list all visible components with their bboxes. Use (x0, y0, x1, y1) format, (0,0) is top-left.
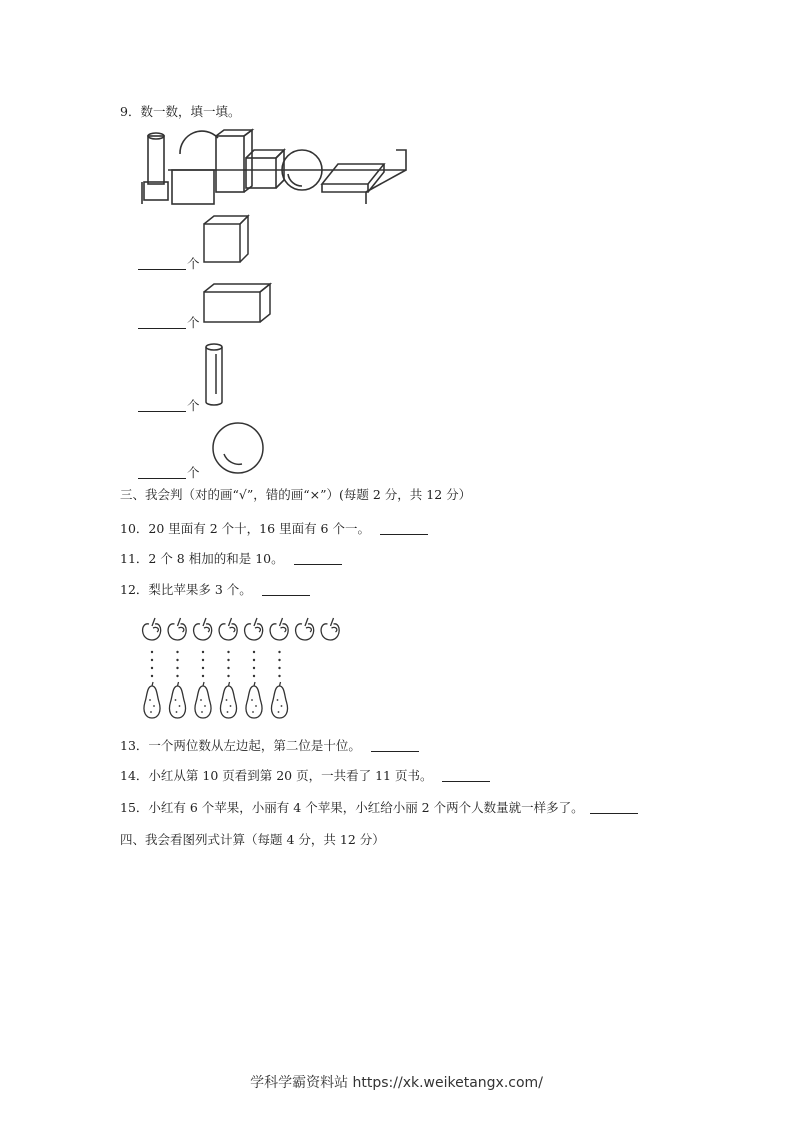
dot-mark (227, 651, 229, 653)
dot-mark (278, 651, 280, 653)
dot-mark (253, 675, 255, 677)
count-row-sphere (138, 463, 200, 481)
pear-icon (195, 682, 211, 718)
apple-icon (296, 618, 314, 640)
dot-mark (151, 675, 153, 677)
question-text: 11．2 个 8 相加的和是 10。 (120, 551, 284, 566)
question-14 (120, 768, 490, 784)
unit-label: 个 (187, 398, 200, 413)
dot-mark (202, 675, 204, 677)
pear-icon (169, 682, 185, 718)
pear-icon (144, 682, 160, 718)
dot-mark (176, 667, 178, 669)
question-text: 15．小红有 6 个苹果，小丽有 4 个苹果，小红给小丽 2 个两个人数量就一样多了。 (120, 800, 584, 815)
count-row-cuboid (138, 313, 200, 331)
dot-mark (176, 659, 178, 661)
cylinder-icon (203, 342, 227, 408)
question-text: 10．20 里面有 2 个十，16 里面有 6 个一。 (120, 521, 370, 536)
question-11 (120, 551, 342, 567)
unit-label: 个 (187, 315, 200, 330)
footer-watermark: 学科学霸资料站 https://xk.weiketangx.com/ (250, 1075, 543, 1091)
pear-icon (220, 682, 236, 718)
answer-blank[interactable] (380, 522, 428, 535)
apple-icon (194, 618, 212, 640)
dot-mark (202, 651, 204, 653)
answer-blank[interactable] (590, 801, 638, 814)
question-12 (120, 582, 310, 598)
answer-blank[interactable] (138, 257, 186, 270)
question-15 (120, 800, 638, 816)
question-text: 14．小红从第 10 页看到第 20 页，一共看了 11 页书。 (120, 768, 433, 783)
count-row-cylinder (138, 396, 200, 414)
dot-mark (151, 659, 153, 661)
blocks-picture (138, 130, 410, 208)
dot-mark (202, 667, 204, 669)
pear-icon (271, 682, 287, 718)
apple-icon (143, 618, 161, 640)
answer-blank[interactable] (262, 583, 310, 596)
answer-blank[interactable] (138, 316, 186, 329)
count-row-cube (138, 254, 200, 272)
dot-mark (253, 667, 255, 669)
answer-blank[interactable] (371, 739, 419, 752)
dot-mark (227, 675, 229, 677)
cuboid-icon (202, 282, 272, 324)
section4-heading: 四、我会看图列式计算（每题 4 分，共 12 分） (120, 832, 385, 847)
apple-icon (245, 618, 263, 640)
question-text: 12．梨比苹果多 3 个。 (120, 582, 252, 597)
apple-icon (321, 618, 339, 640)
apple-icon (270, 618, 288, 640)
sphere-icon (210, 420, 266, 476)
dot-mark (278, 675, 280, 677)
unit-label: 个 (187, 256, 200, 271)
question-text: 13．一个两位数从左边起，第二位是十位。 (120, 738, 361, 753)
question-10 (120, 521, 428, 537)
dot-mark (176, 651, 178, 653)
dot-mark (151, 667, 153, 669)
dot-mark (202, 659, 204, 661)
apple-icon (219, 618, 237, 640)
answer-blank[interactable] (294, 552, 342, 565)
dot-mark (253, 651, 255, 653)
question-13 (120, 738, 419, 754)
apples-pears-picture (138, 616, 378, 722)
section3-heading: 三、我会判（对的画“√”，错的画“×”）(每题 2 分，共 12 分） (120, 487, 472, 502)
q9-title: 9．数一数，填一填。 (120, 104, 241, 119)
unit-label: 个 (187, 465, 200, 480)
dot-mark (253, 659, 255, 661)
dot-mark (278, 659, 280, 661)
apple-icon (168, 618, 186, 640)
cube-icon (202, 214, 252, 266)
dot-mark (151, 651, 153, 653)
dot-mark (227, 667, 229, 669)
answer-blank[interactable] (138, 399, 186, 412)
dot-mark (227, 659, 229, 661)
answer-blank[interactable] (442, 769, 490, 782)
pear-icon (246, 682, 262, 718)
dot-mark (278, 667, 280, 669)
dot-mark (176, 675, 178, 677)
answer-blank[interactable] (138, 466, 186, 479)
